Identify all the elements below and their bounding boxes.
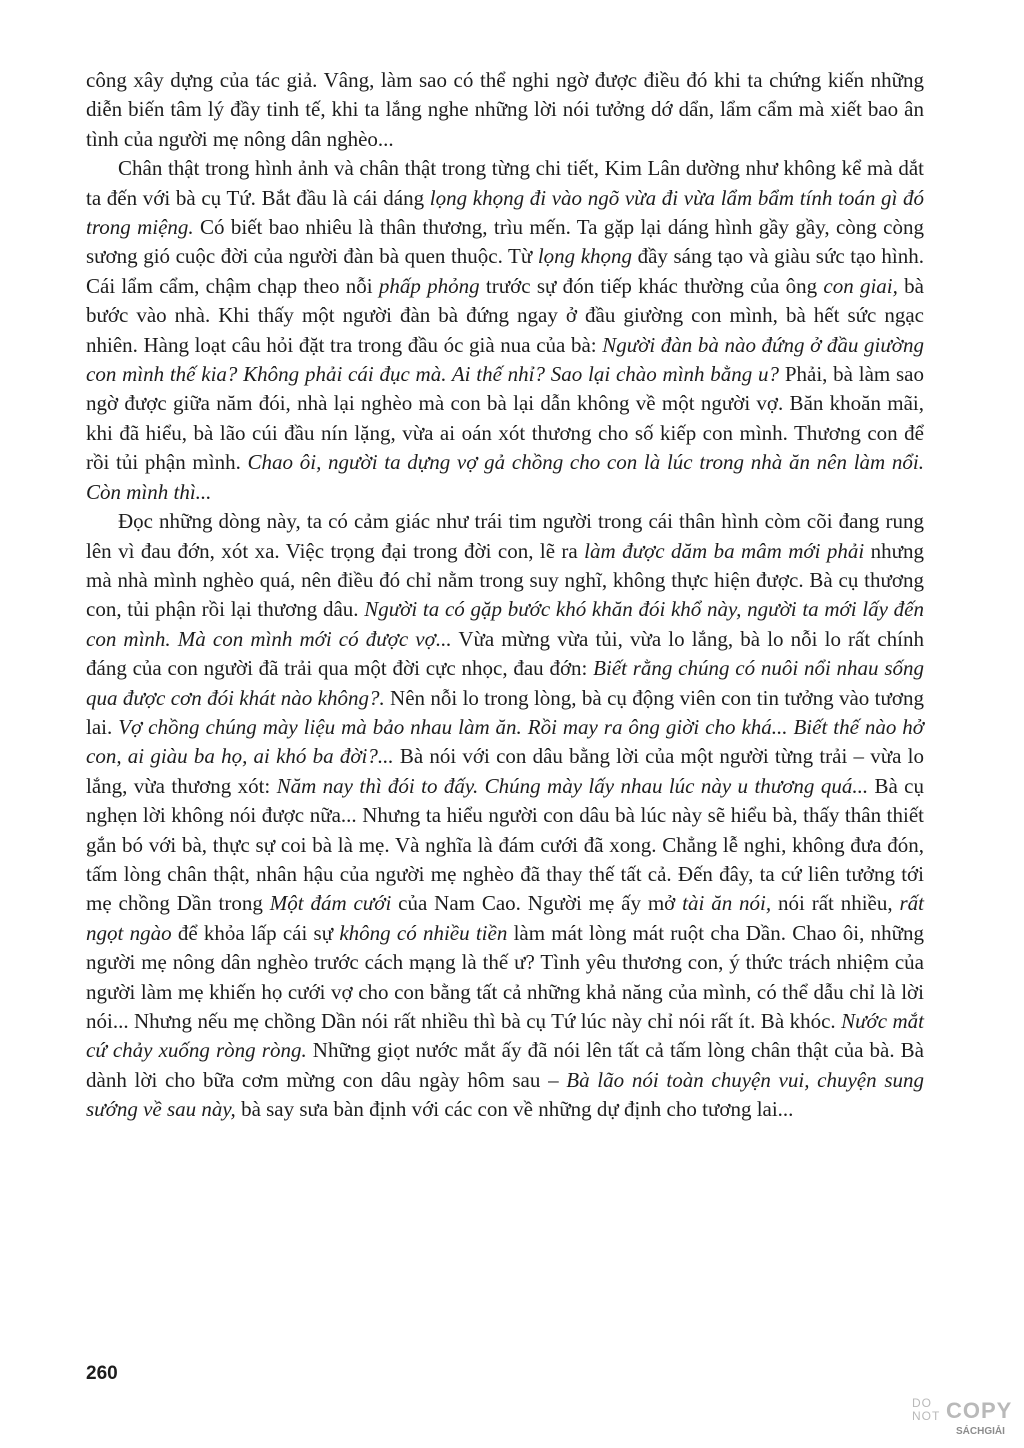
text-segment: nhưng mà nhà mình nghèo quá, nên điều đó chỉ nằm trong suy nghĩ, không thực hiện được. Bà cụ thương con, tủi phận rồi lại thương dâu.	[86, 538, 924, 622]
page-body	[86, 66, 924, 1125]
paragraph-2	[86, 154, 924, 507]
text-segment: Biết rằng chúng có nuôi nổi nhau sống qua được cơn đói khát nào không?.	[86, 656, 924, 710]
text-segment: Năm nay thì đói to đấy. Chúng mày lấy nhau lúc này u thương quá...	[276, 773, 869, 798]
text-segment: Bà nói với con dâu bằng lời của một người từng trải – vừa lo lắng, vừa thương xót:	[86, 744, 924, 798]
text-segment: Vợ chồng chúng mày liệu mà bảo nhau làm ăn. Rồi may ra ông giời cho khá... Biết thế nào hở con, ai giàu ba họ, ai khó ba đời?...	[86, 714, 924, 769]
text-segment: làm mát lòng mát ruột cha Dần. Chao ôi, những người mẹ nông dân nghèo trước cách mạng là thế ư? Tình yêu thương con, ý thức trách nhiệm của người làm mẹ khiến họ cưới vợ cho con bằng tất cả những khả năng của mình, có thể dẫu chỉ là lời nói... Nhưng nếu mẹ chồng Dần nói rất nhiều thì bà cụ Tứ lúc này chỉ nói rất ít. Bà khóc.	[86, 920, 924, 1033]
text-segment: đầy sáng tạo và giàu sức tạo hình. Cái lẩm cẩm, chậm chạp theo nỗi	[86, 244, 925, 298]
text-segment: Một đám cưới	[269, 891, 392, 916]
text-segment: Nên nỗi lo trong lòng, bà cụ động viên con tin tưởng vào tương lai.	[86, 685, 924, 739]
text-segment: con giai,	[823, 273, 898, 298]
text-segment: nói rất nhiều,	[771, 891, 900, 916]
text-segment: Vừa mừng vừa tủi, vừa lo lắng, bà lo nỗi lo rất chính đáng của con người đã trải qua một đời cực nhọc, đau đớn:	[86, 626, 924, 681]
text-segment: Người ta có gặp bước khó khăn đói khổ này, người ta mới lấy đến con mình. Mà con mình mới có được vợ...	[86, 597, 924, 651]
text-segment: Chao ôi, người ta dựng vợ gả chồng cho con là lúc trong nhà ăn nên làm nổi. Còn mình thì...	[86, 450, 924, 504]
watermark-copy: COPY	[946, 1398, 1013, 1423]
watermark-source: SÁCHGIẢI	[956, 1426, 1005, 1437]
page-number: 260	[86, 1363, 118, 1384]
text-segment: Đọc những dòng này, ta có cảm giác như trái tim người trong cái thân hình còm cõi đang rung lên vì đau đớn, xót xa. Việc trọng đại trong đời con, lẽ ra	[86, 509, 924, 563]
text-segment: bà bước vào nhà. Khi thấy một người đàn bà đứng ngay ở đầu giường con mình, bà hết sức ngạc nhiên. Hàng loạt câu hỏi đặt tra trong đầu óc già nua của bà:	[86, 273, 924, 357]
text-segment: tài ăn nói,	[682, 891, 772, 916]
text-segment: phấp phỏng	[378, 273, 480, 298]
text-segment: để khỏa lấp cái sự	[171, 920, 340, 945]
text-segment: Nước mắt cứ chảy xuống ròng ròng.	[86, 1009, 924, 1063]
text-segment: công xây dựng của tác giả. Vâng, làm sao có thể nghi ngờ được điều đó khi ta chứng kiến những diễn biến tâm lý đầy tinh tế, khi ta lắng nghe những lời nói tưởng dớ dẩn, lẩm cẩm mà xiết bao ân tình của người mẹ nông dân nghèo...	[86, 68, 924, 151]
text-segment: Những giọt nước mắt ấy đã nói lên tất cả tấm lòng chân thật của bà. Bà dành lời cho bữa cơm mừng con dâu ngày hôm sau –	[86, 1038, 924, 1092]
text-segment: của Nam Cao. Người mẹ ấy mở	[391, 891, 683, 916]
text-segment: trước sự đón tiếp khác thường của ông	[479, 273, 824, 298]
text-segment: Có biết bao nhiêu là thân thương, trìu mến. Ta gặp lại dáng hình gầy gầy, còng còng sương gió cuộc đời của người đàn bà quen thuộc. Từ	[86, 215, 924, 269]
paragraph-3	[86, 507, 924, 1125]
watermark-logo	[912, 1396, 1016, 1442]
text-segment: bà say sưa bàn định với các con về những dự định cho tương lai...	[235, 1097, 794, 1122]
text-segment: Chân thật trong hình ảnh và chân thật trong từng chi tiết, Kim Lân dường như không kể mà dắt ta đến với bà cụ Tứ. Bắt đầu là cái dáng	[86, 156, 924, 210]
text-segment: không có nhiều tiền	[339, 920, 508, 945]
text-segment: lọng khọng đi vào ngõ vừa đi vừa lẩm bẩm tính toán gì đó trong miệng.	[86, 185, 924, 240]
text-segment: Bà cụ nghẹn lời không nói được nữa... Nhưng ta hiểu người con dâu bà lúc này sẽ hiểu bà, thấy thân thiết gắn bó với bà, thực sự coi bà là mẹ. Và nghĩa là đám cưới đã xong. Chẳng lễ nghi, không đưa đón, tấm lòng chân thật, nhân hậu của người mẹ nghèo đã thay thế tất cả. Đến đây, ta cứ liên tưởng tới mẹ chồng Dần trong	[86, 773, 924, 916]
text-segment: Phải, bà làm sao ngờ được giữa năm đói, nhà lại nghèo mà con bà lại dẫn không về một người vợ. Băn khoăn mãi, khi đã hiểu, bà lão cúi đầu nín lặng, vừa ai oán xót thương cho số kiếp con mình. Thương con để rồi tủi phận mình.	[86, 362, 924, 475]
watermark-not: NOT	[912, 1409, 941, 1423]
watermark-do: DO	[912, 1396, 932, 1410]
paragraph-1	[86, 66, 924, 154]
text-segment: rất ngọt ngào	[86, 891, 924, 945]
text-segment: Bà lão nói toàn chuyện vui, chuyện sung sướng về sau này,	[86, 1067, 924, 1122]
text-segment: Người đàn bà nào đứng ở đầu giường con mình thế kia? Không phải cái đục mà. Ai thế nhỉ? Sao lại chào mình bằng u?	[86, 332, 924, 387]
text-segment: làm được dăm ba mâm mới phải	[584, 538, 865, 563]
text-segment: lọng khọng	[537, 244, 633, 269]
